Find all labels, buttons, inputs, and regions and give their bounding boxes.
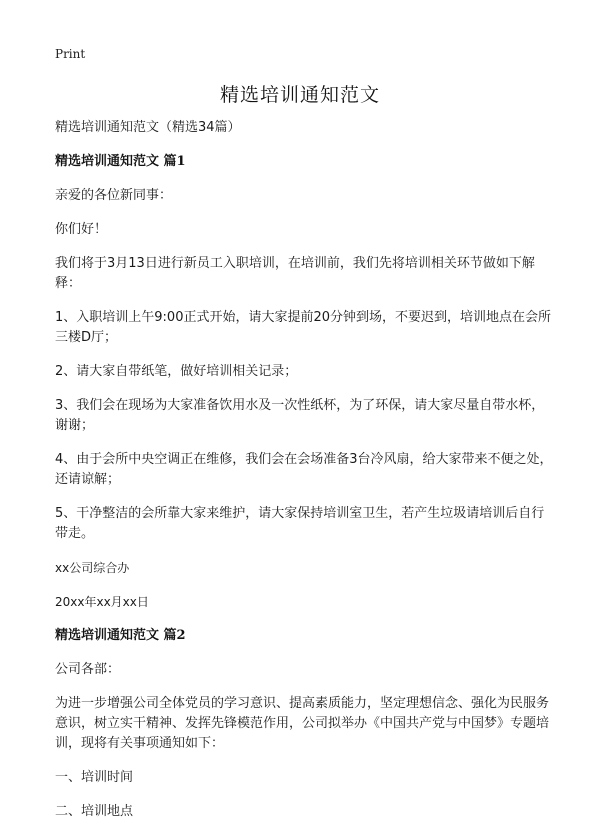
signature: xx公司综合办 [55,561,130,575]
date-line: 20xx年xx月xx日 [55,595,149,609]
print-label: Print [55,47,86,61]
greeting: 亲爱的各位新同事： [55,188,173,203]
list-item: 2、请大家自带纸笔，做好培训相关记录； [55,364,298,379]
list-item: 3、我们会在现场为大家准备饮用水及一次性纸杯，为了环保，请大家尽量自带水杯，谢谢； [55,398,545,433]
section-heading-1: 精选培训通知范文 篇1 [55,154,186,169]
list-item: 一、培训时间 [55,770,134,785]
document-title: 精选培训通知范文 [219,84,380,106]
document-body [55,118,555,836]
hello-line: 你们好！ [55,222,108,237]
intro-paragraph: 为进一步增强公司全体党员的学习意识、提高素质能力，坚定理想信念、强化为民服务意识，树立实干精神、发挥先锋模范作用，公司拟举办《中国共产党与中国梦》专题培训，现将有关事项通知如下： [55,696,550,751]
list-item: 4、由于会所中央空调正在维修，我们会在会场准备3台冷风扇，给大家带来不便之处，还请谅解； [55,452,553,487]
intro-paragraph: 我们将于3月13日进行新员工入职培训，在培训前，我们先将培训相关环节做如下解释： [55,256,535,291]
list-item: 1、入职培训上午9:00正式开始，请大家提前20分钟到场，不要迟到，培训地点在会所三楼D厅； [55,310,552,345]
list-item: 二、培训地点 [55,804,134,819]
document-subtitle: 精选培训通知范文（精选34篇） [55,120,241,135]
section-heading-2: 精选培训通知范文 篇2 [55,628,186,643]
greeting: 公司各部： [55,662,121,677]
list-item: 5、干净整洁的会所靠大家来维护，请大家保持培训室卫生，若产生垃圾请培训后自行带走。 [55,506,545,541]
